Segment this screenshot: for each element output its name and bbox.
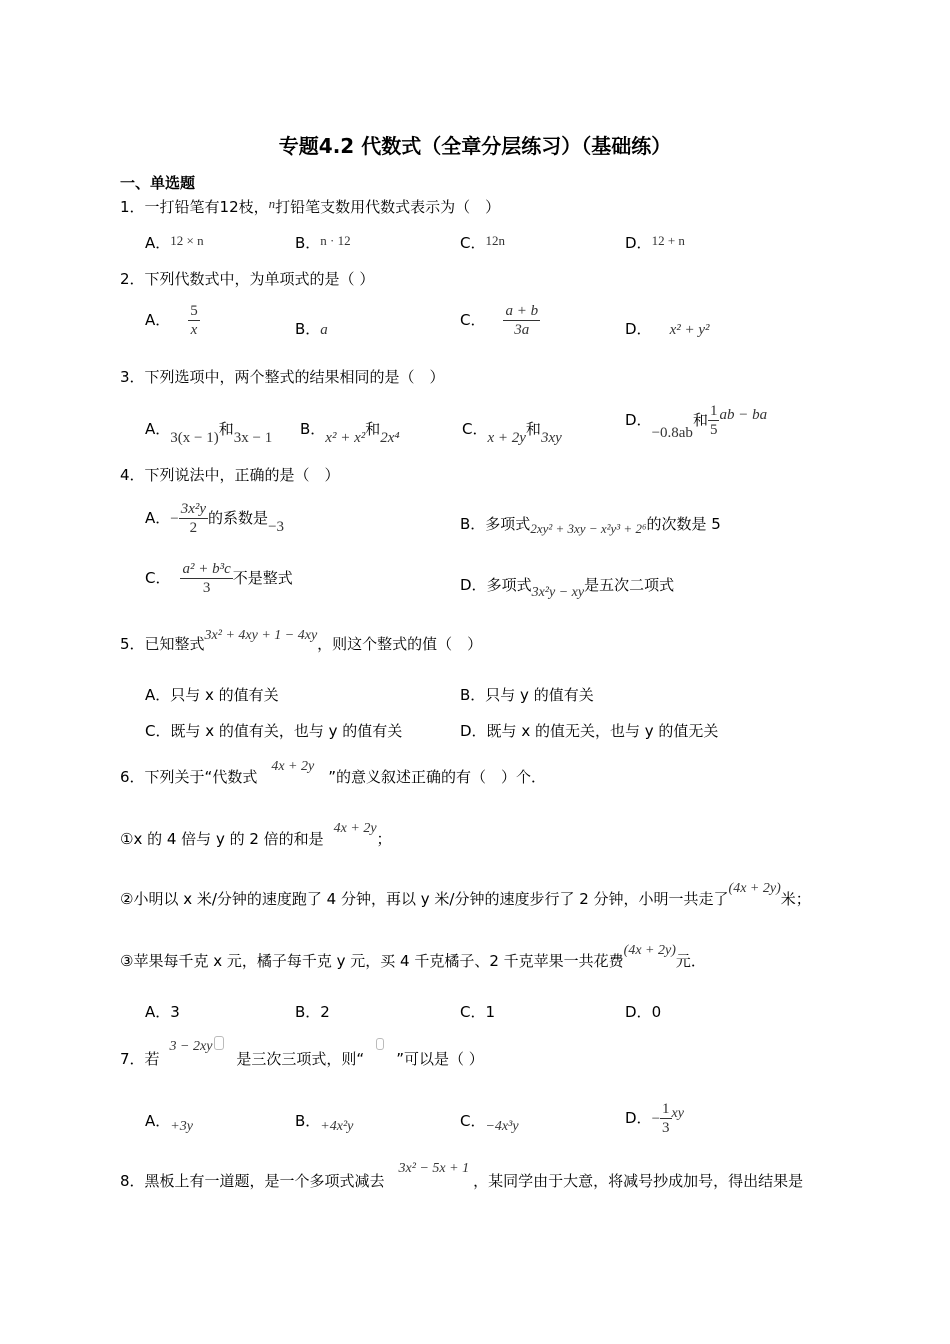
question-2-stem: 2．下列代数式中，为单项式的是（ ） xyxy=(120,270,375,288)
q1-option-a[interactable]: A．12 × n xyxy=(145,233,204,252)
q6-statement-2: ②小明以 x 米/分钟的速度跑了 4 分钟，再以 y 米/分钟的速度步行了 2 分钟，小明一共走了(4x + 2y)米； xyxy=(120,881,811,908)
q2-option-a[interactable]: A． $\frac{5}{x}$ xyxy=(145,303,198,338)
q6-statement-1: ①x 的 4 倍与 y 的 2 倍的和是4x + 2y； xyxy=(120,821,392,848)
q2-option-d[interactable]: D． x² + y² xyxy=(625,320,710,338)
blank-box-icon xyxy=(214,1036,224,1050)
q7-option-c[interactable]: C．−4x³y xyxy=(460,1112,519,1134)
q4-option-b[interactable]: B．多项式2xy² + 3xy − x²y³ + 2⁶的次数是 5 xyxy=(460,515,721,536)
q7-option-b[interactable]: B．+4x²y xyxy=(295,1112,354,1134)
q2-option-c[interactable]: C． $\frac{a + b}{3a}$ xyxy=(460,303,539,338)
question-1-stem: 1．一打铅笔有12枝，n打铅笔支数用代数式表示为（ ） xyxy=(120,196,501,216)
q5-option-a[interactable]: A．只与 x 的值有关 xyxy=(145,686,279,704)
q4-option-a[interactable]: A．− $\frac{\text{3x²y}}{2}$ 的系数是−3 xyxy=(145,501,285,536)
q3-option-a[interactable]: A．3(x − 1)和3x − 1 xyxy=(145,420,273,446)
q1-option-b[interactable]: B．n · 12 xyxy=(295,233,351,252)
q6-statement-3: ③苹果每千克 x 元，橘子每千克 y 元，买 4 千克橘子、2 千克苹果一共花费(4x + 2y)元． xyxy=(120,943,706,970)
q3-option-c[interactable]: C．x + 2y和3xy xyxy=(462,420,562,446)
question-6-stem: 6．下列关于“代数式4x + 2y”的意义叙述正确的有（ ）个． xyxy=(120,759,546,786)
q7-option-d[interactable]: D．− $\frac{1}{3}$ xy xyxy=(625,1101,684,1136)
q6-option-d[interactable]: D．0 xyxy=(625,1003,662,1021)
question-5-stem: 5．已知整式3x² + 4xy + 1 − 4xy，则这个整式的值（ ） xyxy=(120,628,483,653)
q3-option-d[interactable]: D．−0.8ab和 $\frac{1}{5}$ ab − ba xyxy=(625,403,768,441)
blank-box-icon xyxy=(376,1038,384,1050)
question-8-stem: 8．黑板上有一道题，是一个多项式减去3x² − 5x + 1，某同学由于大意，将减号抄成加号，得出结果是 xyxy=(120,1161,804,1190)
q6-option-b[interactable]: B．2 xyxy=(295,1003,330,1021)
page-title: 专题4.2 代数式（全章分层练习）（基础练） xyxy=(278,134,672,158)
q4-option-d[interactable]: D．多项式3x²y − xy是五次二项式 xyxy=(460,576,675,600)
question-4-stem: 4．下列说法中，正确的是（ ） xyxy=(120,466,340,484)
q5-option-c[interactable]: C．既与 x 的值有关，也与 y 的值有关 xyxy=(145,722,403,740)
q1-option-d[interactable]: D．12 + n xyxy=(625,233,685,252)
question-3-stem: 3．下列选项中，两个整式的结果相同的是（ ） xyxy=(120,368,445,386)
q5-option-d[interactable]: D．既与 x 的值无关，也与 y 的值无关 xyxy=(460,722,719,740)
q7-option-a[interactable]: A．+3y xyxy=(145,1112,193,1134)
section-heading: 一、单选题 xyxy=(120,174,196,192)
question-7-stem: 7．若3 − 2xy是三次三项式，则“ ”可以是（ ） xyxy=(120,1036,484,1069)
q6-option-a[interactable]: A．3 xyxy=(145,1003,180,1021)
q5-option-b[interactable]: B．只与 y 的值有关 xyxy=(460,686,594,704)
q3-option-b[interactable]: B．x² + x²和2x⁴ xyxy=(300,420,400,446)
q6-option-c[interactable]: C．1 xyxy=(460,1003,496,1021)
q2-option-b[interactable]: B．a xyxy=(295,320,328,338)
q1-option-c[interactable]: C．12n xyxy=(460,233,505,252)
q4-option-c[interactable]: C． $\frac{\text{a² + b³c}}{3}$ 不是整式 xyxy=(145,561,293,596)
